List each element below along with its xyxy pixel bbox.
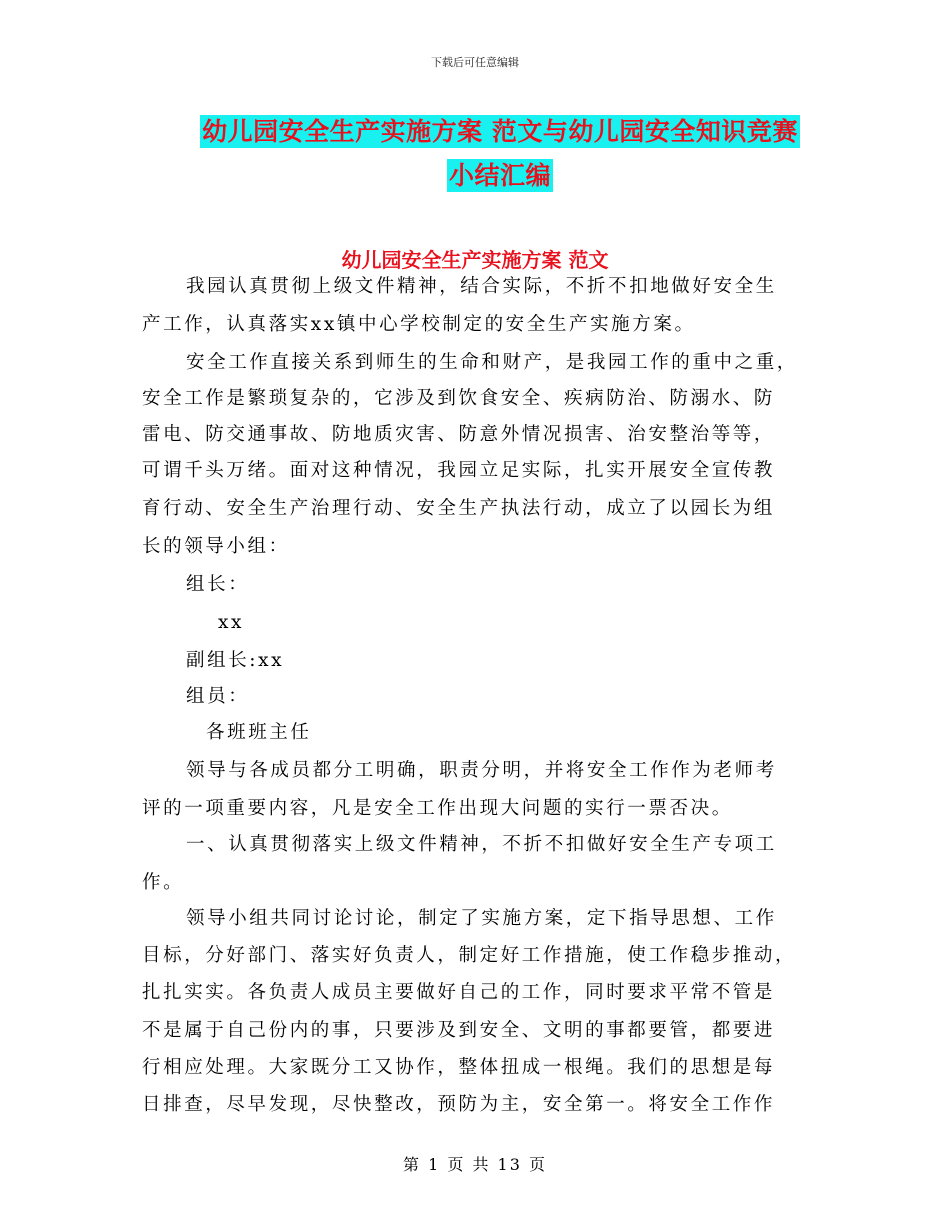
body-line: 一、认真贯彻落实上级文件精神，不折不扣做好安全生产专项工 [186, 834, 777, 855]
body-line: 安全工作直接关系到师生的生命和财产，是我园工作的重中之重， [186, 352, 798, 373]
body-line: 安全工作是繁琐复杂的，它涉及到饮食安全、疾病防治、防溺水、防 [142, 388, 776, 409]
main-title-line-1: 幼儿园安全生产实施方案 范文与幼儿园安全知识竞赛 [202, 117, 798, 146]
body-line: 各班班主任 [206, 722, 312, 743]
page-footer: 第 1 页 共 13 页 [403, 1155, 547, 1174]
body-line: 产工作，认真落实xx镇中心学校制定的安全生产实施方案。 [142, 314, 696, 335]
body-line: 扎扎实实。各负责人成员主要做好自己的工作，同时要求平常不管是 [142, 982, 776, 1003]
body-line: 日排查，尽早发现，尽快整改，预防为主，安全第一。将安全工作作 [142, 1094, 776, 1115]
body-line: 我园认真贯彻上级文件精神，结合实际，不折不扣地做好安全生 [186, 276, 777, 297]
body-line: 长的领导小组： [142, 536, 290, 557]
header-note: 下载后可任意编辑 [431, 56, 519, 69]
body-line: 可谓千头万绪。面对这种情况，我园立足实际，扎实开展安全宣传教 [142, 460, 776, 481]
body-line: 评的一项重要内容，凡是安全工作出现大问题的实行一票否决。 [142, 798, 733, 819]
body-line: 不是属于自己份内的事，只要涉及到安全、文明的事都要管，都要进 [142, 1020, 776, 1041]
body-line: 组长： [186, 574, 250, 595]
body-line: 目标，分好部门、落实好负责人，制定好工作措施，使工作稳步推动， [142, 945, 797, 966]
body-line: 雷电、防交通事故、防地质灾害、防意外情况损害、治安整治等等， [142, 424, 776, 445]
body-line: 领导与各成员都分工明确，职责分明，并将安全工作作为老师考 [186, 760, 777, 781]
body-line: 行相应处理。大家既分工又协作，整体扭成一根绳。我们的思想是每 [142, 1057, 776, 1078]
body-line: 作。 [142, 872, 185, 893]
body-line: 育行动、安全生产治理行动、安全生产执法行动，成立了以园长为组 [142, 498, 776, 519]
body-line: xx [218, 612, 245, 633]
main-title-line-2: 小结汇编 [448, 161, 551, 190]
body-line: 领导小组共同讨论讨论，制定了实施方案，定下指导思想、工作 [186, 908, 777, 929]
body-line: 副组长:xx [186, 650, 285, 671]
section-title: 幼儿园安全生产实施方案 范文 [341, 248, 609, 272]
body-line: 组员： [186, 686, 250, 707]
